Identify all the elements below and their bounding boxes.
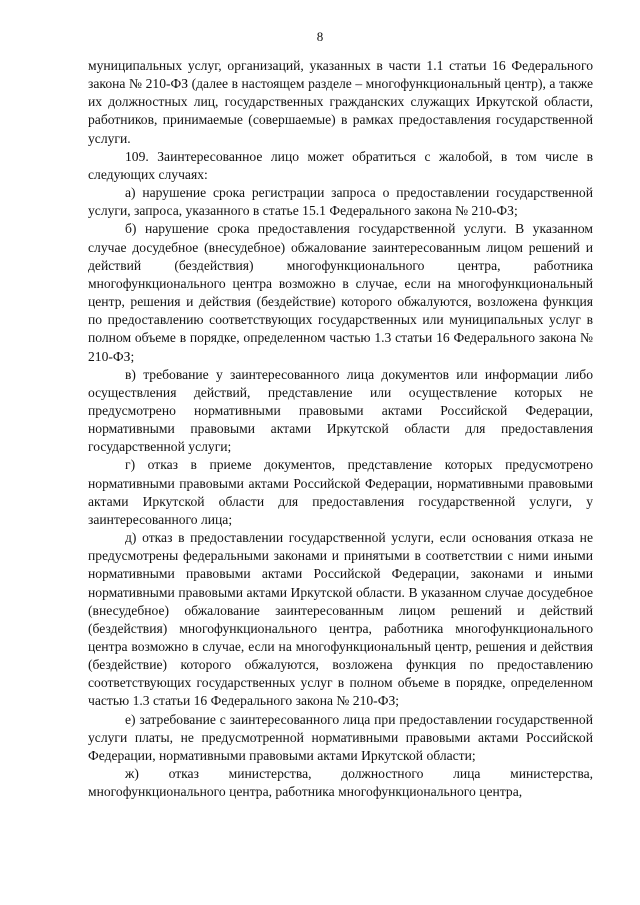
document-body [88,57,593,801]
page-number: 8 [316,29,324,44]
paragraph-subitem-zh: ж) отказ министерства, должностного лица министерства, многофункционального центра, работника многофункционального центра, [88,766,593,800]
paragraph-continuation: муниципальных услуг, организаций, указанных в части 1.1 статьи 16 Федерального закона № 210-ФЗ (далее в настоящем разделе – многофункциональный центр), а также их должностных лиц, государственных гражданских служащих Иркутской области, работников, принимаемые (совершаемые) в рамках предоставления государственной услуги. [88,58,593,146]
paragraph-item-109: 109. Заинтересованное лицо может обратиться с жалобой, в том числе в следующих случаях: [88,148,593,182]
paragraph-subitem-e: е) затребование с заинтересованного лица при предоставлении государственной услуги платы, не предусмотренной нормативными правовыми актами Российской Федерации, нормативными правовыми актами Иркутской области; [88,711,593,763]
paragraph-subitem-a: а) нарушение срока регистрации запроса о предоставлении государственной услуги, запроса, указанного в статье 15.1 Федерального закона № 210-ФЗ; [88,185,593,219]
paragraph-subitem-v: в) требование у заинтересованного лица документов или информации либо осуществления действий, представление или осуществление которых не предусмотрено нормативными правовыми актами Российской Федерации, нормативными правовыми актами Иркутской области для предоставления государственной услуги; [88,366,593,455]
paragraph-subitem-b: б) нарушение срока предоставления государственной услуги. В указанном случае досудебное (внесудебное) обжалование заинтересованным лицом решений и действий (бездействия) многофункционального центра, работника многофункционального центра возможно в случае, если на многофункциональный центр, решения и действия (бездействие) которого обжалуются, возложена функция по предоставлению соответствующих государственных или муниципальных услуг в полном объеме в порядке, определенном частью 1.3 статьи 16 Федерального закона № 210-ФЗ; [88,221,593,364]
paragraph-subitem-g: г) отказ в приеме документов, представление которых предусмотрено нормативными правовыми актами Российской Федерации, нормативными правовыми актами Иркутской области для предоставления государственной услуги, у заинтересованного лица; [88,457,593,527]
paragraph-subitem-d: д) отказ в предоставлении государственной услуги, если основания отказа не предусмотрены федеральными законами и принятыми в соответствии с ними иными нормативными правовыми актами Российской Федерации, законами и иными нормативными правовыми актами Иркутской области. В указанном случае досудебное (внесудебное) обжалование заинтересованным лицом решений и действий (бездействия) многофункционального центра, работника многофункционального центра возможно в случае, если на многофункциональный центр, решения и действия (бездействие) которого обжалуются, возложена функция по предоставлению соответствующих государственных услуг в полном объеме в порядке, определенном частью 1.3 статьи 16 Федерального закона № 210-ФЗ; [88,530,593,709]
